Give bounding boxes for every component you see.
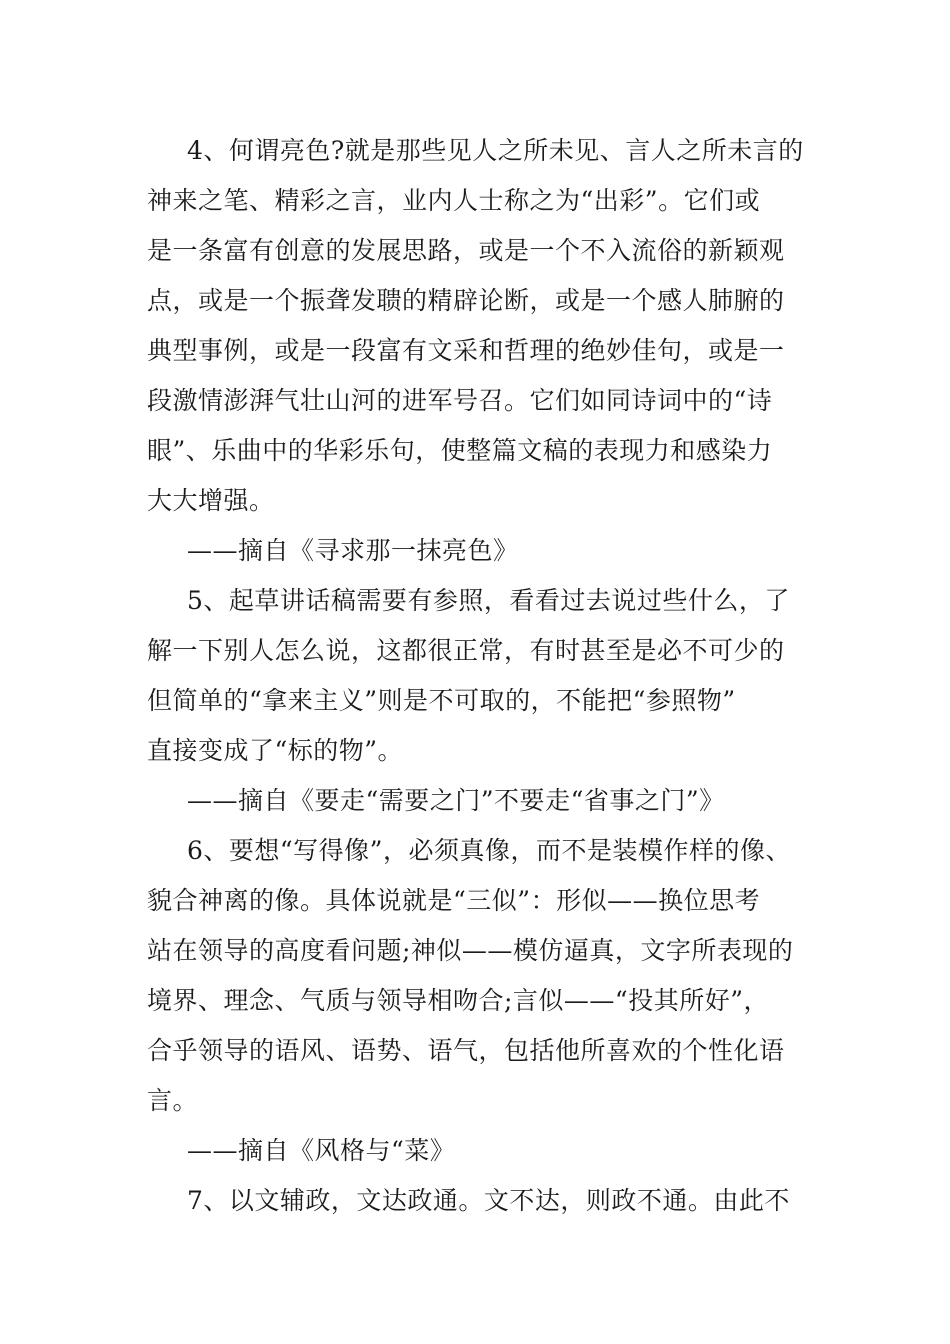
paragraph-4-line-6: 段激情澎湃气壮山河的进军号召。它们如同诗词中的“诗 xyxy=(147,386,773,415)
paragraph-5-line-2: 解一下别人怎么说，这都很正常，有时甚至是必不可少的 xyxy=(147,636,785,665)
source-citation-6: ——摘自《风格与“菜》 xyxy=(187,1136,456,1165)
source-citation-5: ——摘自《要走“需要之门”不要走“省事之门”》 xyxy=(187,786,725,815)
paragraph-5-line-4: 直接变成了“标的物”。 xyxy=(147,736,404,765)
paragraph-6-line-2: 貌合神离的像。具体说就是“三似”：形似——换位思考 xyxy=(147,886,761,915)
paragraph-4-line-3: 是一条富有创意的发展思路，或是一个不入流俗的新颖观 xyxy=(147,236,785,265)
paragraph-6-line-4: 境界、理念、气质与领导相吻合;言似——“投其所好”， xyxy=(147,986,769,1015)
paragraph-4-line-8: 大大增强。 xyxy=(147,486,275,515)
paragraph-5-line-1: 5、起草讲话稿需要有参照，看看过去说过些什么，了 xyxy=(187,586,790,615)
paragraph-4-line-5: 典型事例，或是一段富有文采和哲理的绝妙佳句，或是一 xyxy=(147,336,785,365)
paragraph-6-line-5: 合乎领导的语风、语势、语气，包括他所喜欢的个性化语 xyxy=(147,1036,785,1065)
paragraph-6-line-6: 言。 xyxy=(147,1086,199,1115)
paragraph-4-line-1: 4、何谓亮色?就是那些见人之所未见、言人之所未言的 xyxy=(187,136,804,165)
paragraph-6-line-3: 站在领导的高度看问题;神似——模仿逼真，文字所表现的 xyxy=(147,936,794,965)
source-citation-4: ——摘自《寻求那一抹亮色》 xyxy=(187,536,519,565)
paragraph-4-line-4: 点，或是一个振聋发聩的精辟论断，或是一个感人肺腑的 xyxy=(147,286,785,315)
paragraph-4-line-2: 神来之笔、精彩之言，业内人士称之为“出彩”。它们或 xyxy=(147,186,761,215)
paragraph-5-line-3: 但简单的“拿来主义”则是不可取的，不能把“参照物” xyxy=(147,686,736,715)
paragraph-7-line-1: 7、以文辅政，文达政通。文不达，则政不通。由此不 xyxy=(187,1186,790,1215)
paragraph-4-line-7: 眼”、乐曲中的华彩乐句，使整篇文稿的表现力和感染力 xyxy=(147,436,773,465)
paragraph-6-line-1: 6、要想“写得像”，必须真像，而不是装模作样的像、 xyxy=(187,836,791,865)
